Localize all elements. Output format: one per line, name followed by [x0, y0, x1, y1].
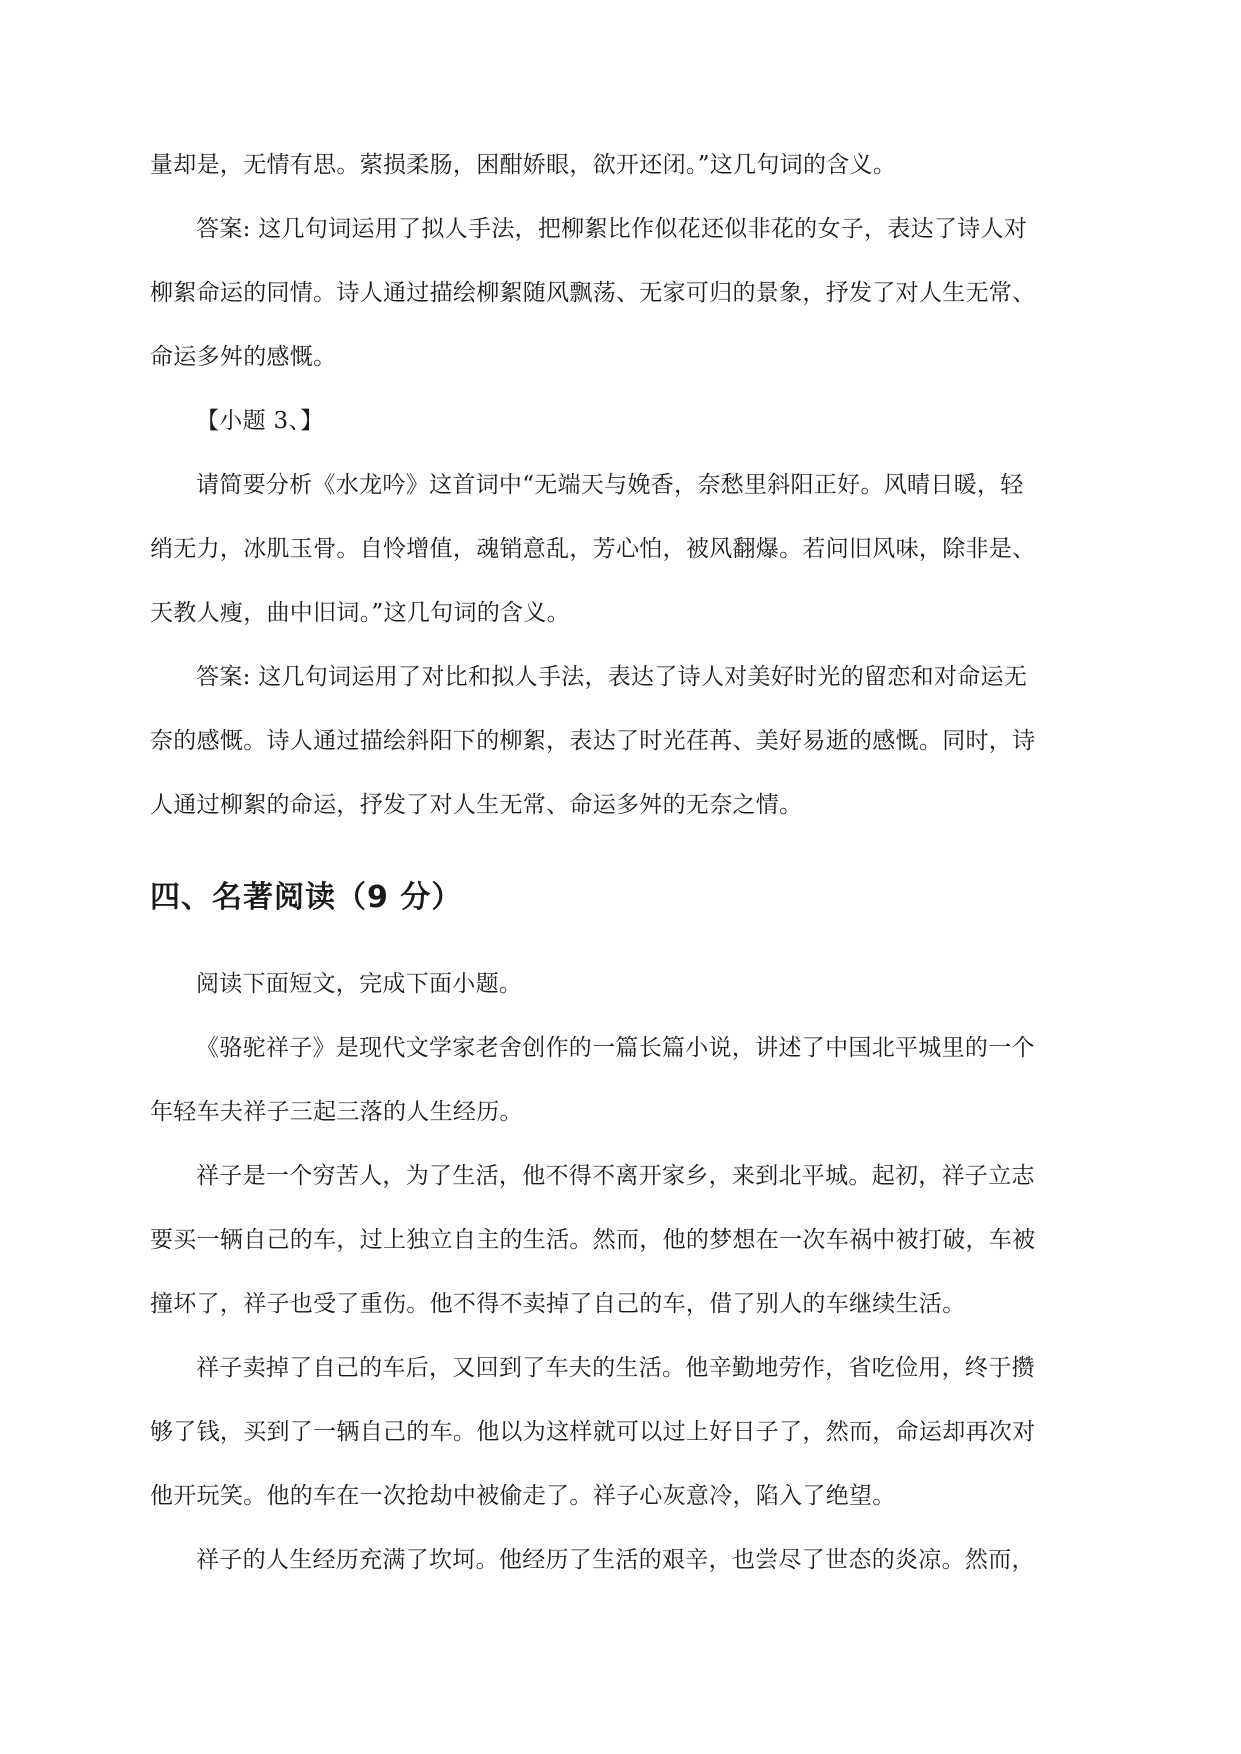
passage-p3-line-1: 祥子卖掉了自己的车后，又回到了车夫的生活。他辛勤地劳作，省吃俭用，终于攒 [196, 1355, 1035, 1381]
answer-3-line-1: 答案: 这几句词运用了对比和拟人手法，表达了诗人对美好时光的留恋和对命运无 [196, 664, 1028, 690]
passage-p3-line-3: 他开玩笑。他的车在一次抢劫中被偷走了。祥子心灰意冷，陷入了绝望。 [150, 1483, 896, 1509]
question-2-text-continuation: 量却是，无情有思。萦损柔肠，困酣娇眼，欲开还闭。”这几句词的含义。 [150, 152, 897, 178]
passage-p1-line-2: 年轻车夫祥子三起三落的人生经历。 [150, 1099, 523, 1125]
passage-p4-line-1: 祥子的人生经历充满了坎坷。他经历了生活的艰辛，也尝尽了世态的炎凉。然而， [196, 1547, 1035, 1573]
question-3-line-1: 请简要分析《水龙吟》这首词中“无端天与娩香，奈愁里斜阳正好。风晴日暖，轻 [196, 472, 1024, 498]
question-3-line-3: 天教人瘦，曲中旧词。”这几句词的含义。 [150, 600, 570, 626]
reading-instruction: 阅读下面短文，完成下面小题。 [196, 971, 523, 997]
section-4-heading: 四、名著阅读（9 分） [150, 880, 463, 915]
question-3-line-2: 绡无力，冰肌玉骨。自怜增值，魂销意乱，芳心怕，被风翻爆。若问旧风味，除非是、 [150, 536, 1036, 562]
answer-3-line-2: 奈的感慨。诗人通过描绘斜阳下的柳絮，表达了时光荏苒、美好易逝的感慨。同时，诗 [150, 728, 1036, 754]
answer-2-line-2: 柳絮命运的同情。诗人通过描绘柳絮随风飘荡、无家可归的景象，抒发了对人生无常、 [150, 280, 1036, 306]
answer-2-line-1: 答案: 这几句词运用了拟人手法，把柳絮比作似花还似非花的女子，表达了诗人对 [196, 216, 1028, 242]
passage-p1-line-1: 《骆驼祥子》是现代文学家老舍创作的一篇长篇小说，讲述了中国北平城里的一个 [196, 1035, 1035, 1061]
answer-2-line-3: 命运多舛的感慨。 [150, 344, 337, 370]
passage-p2-line-1: 祥子是一个穷苦人，为了生活，他不得不离开家乡，来到北平城。起初，祥子立志 [196, 1163, 1035, 1189]
passage-p3-line-2: 够了钱，买到了一辆自己的车。他以为这样就可以过上好日子了，然而，命运却再次对 [150, 1419, 1036, 1445]
passage-p2-line-3: 撞坏了，祥子也受了重伤。他不得不卖掉了自己的车，借了别人的车继续生活。 [150, 1291, 966, 1317]
answer-3-line-3: 人通过柳絮的命运，抒发了对人生无常、命运多舛的无奈之情。 [150, 792, 803, 818]
passage-p2-line-2: 要买一辆自己的车，过上独立自主的生活。然而，他的梦想在一次车祸中被打破，车被 [150, 1227, 1036, 1253]
subquestion-3-label: 【小题 3、】 [196, 408, 324, 434]
